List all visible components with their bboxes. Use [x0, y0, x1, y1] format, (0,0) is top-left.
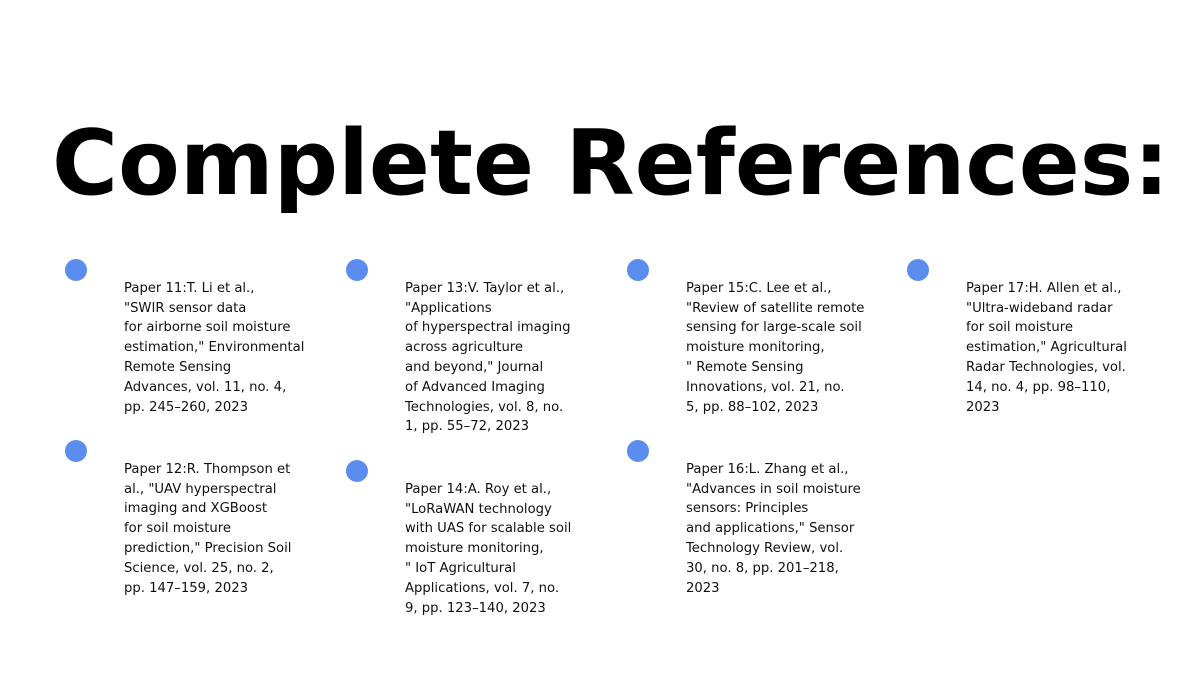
reference-text: Paper 11:T. Li et al., "SWIR sensor data for airborne soil moisture estimation," Environmental Remote Sensing Advances, vol. 11, no. 4, pp. 245–260, 2023: [124, 280, 305, 415]
reference-item-paper-13: [405, 259, 635, 457]
reference-text: Paper 17:H. Allen et al., "Ultra-wideband radar for soil moisture estimation," Agricultural Radar Technologies, vol. 14, no. 4, pp. 98–110, 2023: [966, 280, 1127, 415]
bullet-dot-icon: [65, 259, 87, 281]
reference-text: Paper 13:V. Taylor et al., "Applications of hyperspectral imaging across agriculture and beyond," Journal of Advanced Imaging Technologies, vol. 8, no. 1, pp. 55–72, 2023: [405, 280, 571, 435]
bullet-dot-icon: [907, 259, 929, 281]
reference-item-paper-12: [124, 440, 354, 618]
reference-text: Paper 15:C. Lee et al., "Review of satellite remote sensing for large-scale soil moisture monitoring, " Remote Sensing Innovations, vol. 21, no. 5, pp. 88–102, 2023: [686, 280, 865, 415]
page-title: Complete References:: [52, 111, 1170, 216]
bullet-dot-icon: [346, 259, 368, 281]
reference-item-paper-15: [686, 259, 916, 437]
reference-item-paper-17: [966, 259, 1196, 437]
bullet-dot-icon: [627, 440, 649, 462]
reference-text: Paper 12:R. Thompson et al., "UAV hyperspectral imaging and XGBoost for soil moisture prediction," Precision Soil Science, vol. 25, no. 2, pp. 147–159, 2023: [124, 461, 292, 596]
reference-text: Paper 14:A. Roy et al., "LoRaWAN technology with UAS for scalable soil moisture monitoring, " IoT Agricultural Applications, vol. 7, no. 9, pp. 123–140, 2023: [405, 481, 572, 616]
reference-item-paper-14: [405, 460, 635, 638]
reference-item-paper-16: [686, 440, 916, 618]
bullet-dot-icon: [65, 440, 87, 462]
bullet-dot-icon: [627, 259, 649, 281]
reference-item-paper-11: [124, 259, 354, 437]
reference-text: Paper 16:L. Zhang et al., "Advances in soil moisture sensors: Principles and applications," Sensor Technology Review, vol. 30, no. 8, pp. 201–218, 2023: [686, 461, 861, 596]
bullet-dot-icon: [346, 460, 368, 482]
